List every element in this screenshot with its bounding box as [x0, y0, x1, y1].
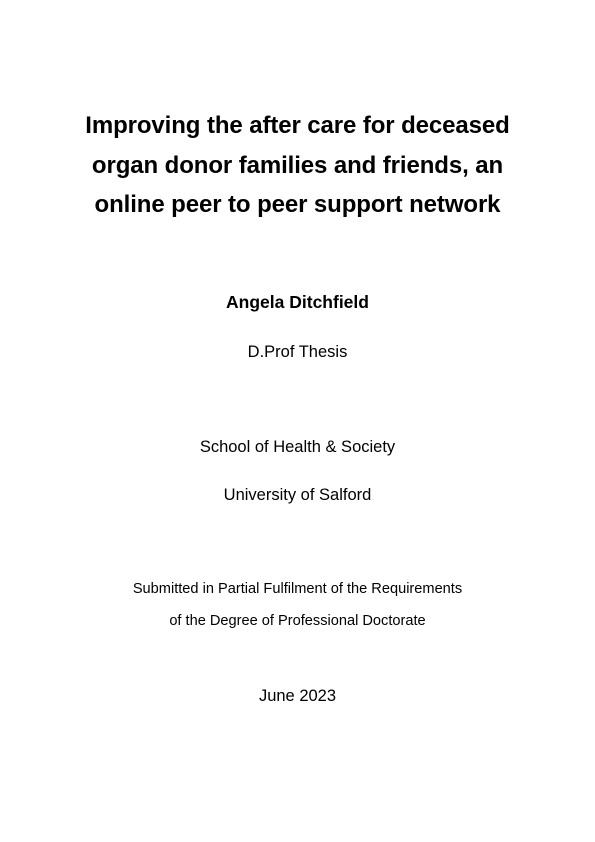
submission-line-1: Submitted in Partial Fulfilment of the Requirements	[132, 581, 463, 597]
submission-statement	[0, 573, 595, 637]
author-name: Angela Ditchfield	[226, 292, 369, 312]
thesis-title-line-1: Improving the after care for deceased	[85, 112, 510, 139]
thesis-title-line-3: online peer to peer support network	[94, 191, 501, 218]
thesis-title	[0, 106, 595, 225]
university-name: University of Salford	[223, 486, 372, 504]
thesis-title-line-2: organ donor families and friends, an	[91, 151, 504, 179]
submission-date: June 2023	[258, 687, 337, 705]
submission-line-2: of the Degree of Professional Doctorate	[169, 613, 426, 629]
degree-type: D.Prof Thesis	[247, 343, 348, 361]
school-name: School of Health & Society	[199, 438, 396, 456]
